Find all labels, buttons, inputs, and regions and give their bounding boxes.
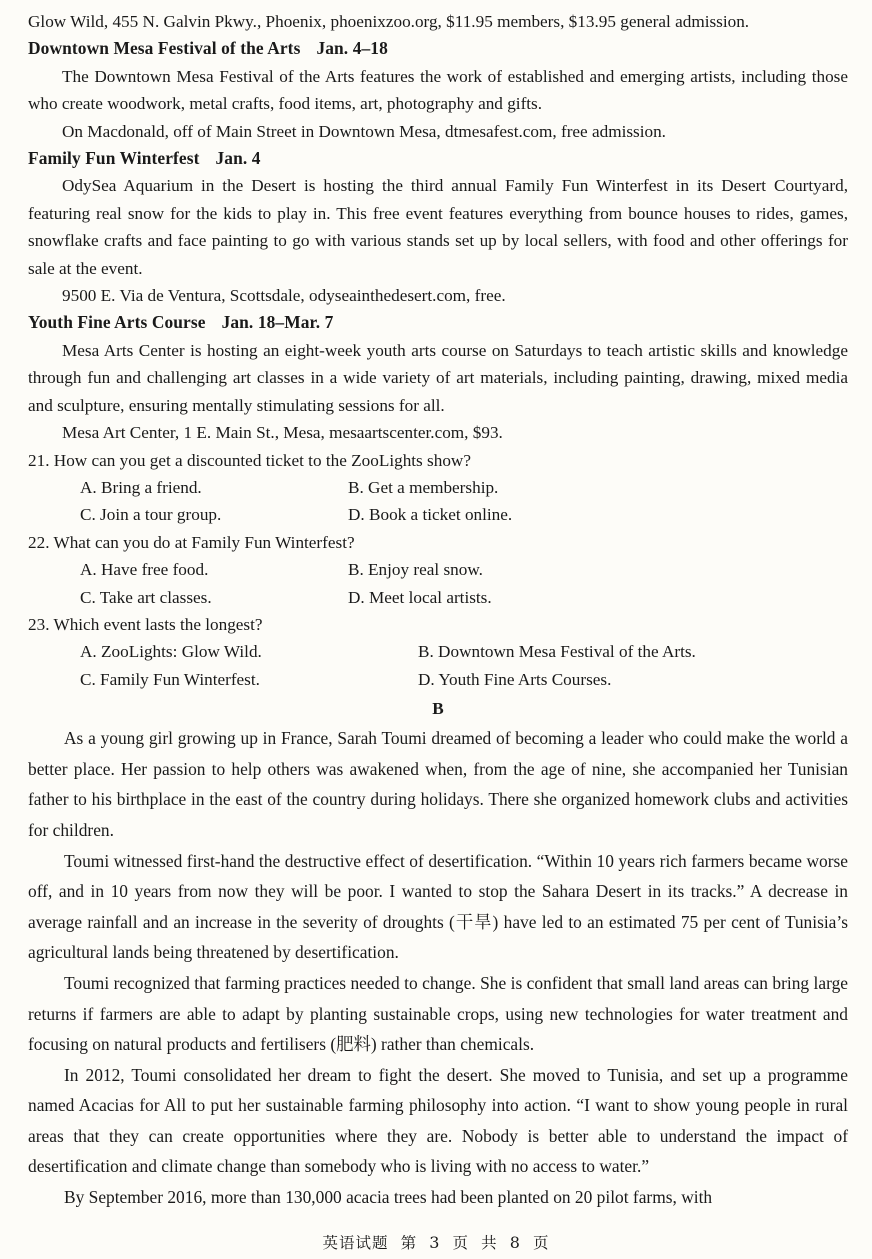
option-21-d[interactable]: D. Book a ticket online. (348, 505, 513, 525)
passage-paragraph-1: As a young girl growing up in France, Sarah Toumi dreamed of becoming a leader who could make the world a better place. Her passion to help others was awakened when, from the age of nine, she accompanied her Tunisian father to his birthplace in the east of the country during holidays. There she organized homework clubs and activities for children. (28, 728, 848, 840)
event-title: Family Fun Winterfest (28, 148, 200, 169)
passage-paragraph-5: By September 2016, more than 130,000 acacia trees had been planted on 20 pilot farms, with (64, 1187, 713, 1208)
question-options-22-row1 (28, 556, 848, 583)
page-content (28, 8, 848, 1213)
event-heading-2 (28, 145, 848, 172)
option-21-b[interactable]: B. Get a membership. (348, 477, 499, 497)
option-22-a[interactable]: A. Have free food. (80, 560, 209, 580)
passage-paragraph-4: In 2012, Toumi consolidated her dream to fight the desert. She moved to Tunisia, and set up a programme named Acacias for All to put her sustainable farming philosophy into action. “I want to show young people in rural areas that they can create opportunities where they are. Nobody is better able to understand the impact of desertification and climate change than somebody who is living with no access to water.” (28, 1064, 848, 1177)
option-23-c[interactable]: C. Family Fun Winterfest. (80, 669, 260, 689)
question-options-21-row1 (28, 474, 848, 501)
option-22-b[interactable]: B. Enjoy real snow. (348, 560, 483, 580)
event-heading-3 (28, 309, 848, 336)
event-heading-1 (28, 35, 848, 62)
option-23-b[interactable]: B. Downtown Mesa Festival of the Arts. (418, 642, 696, 662)
option-23-a[interactable]: A. ZooLights: Glow Wild. (80, 642, 262, 662)
question-options-23-row2 (28, 666, 848, 693)
footer-page-number: 3 (429, 1233, 441, 1252)
question-stem-23: 23. Which event lasts the longest? (28, 614, 263, 634)
footer-total-number: 8 (509, 1233, 521, 1252)
passage-paragraph-3: Toumi recognized that farming practices needed to change. She is confident that small land areas can bring large returns if farmers are able to adapt by planting sustainable crops, using new technologies for water treatment and focusing on natural products and fertilisers (肥料) rather than chemicals. (28, 972, 848, 1055)
top-venue-line: Glow Wild, 455 N. Galvin Pkwy., Phoenix, phoenixzoo.org, $11.95 members, $13.95 general admission. (28, 12, 750, 31)
option-23-d[interactable]: D. Youth Fine Arts Courses. (418, 669, 612, 689)
event-venue-3: Mesa Art Center, 1 E. Main St., Mesa, mesaartscenter.com, $93. (62, 423, 503, 443)
event-body-1: The Downtown Mesa Festival of the Arts features the work of established and emerging artists, including those who create woodwork, metal crafts, food items, art, photography and gifts. (28, 66, 848, 114)
question-options-23-row1 (28, 638, 848, 665)
question-stem-22: 22. What can you do at Family Fun Winterfest? (28, 532, 355, 552)
event-venue-1: On Macdonald, off of Main Street in Downtown Mesa, dtmesafest.com, free admission. (62, 121, 666, 141)
footer-subject: 英语试题 (322, 1234, 389, 1252)
event-body-2: OdySea Aquarium in the Desert is hosting the third annual Family Fun Winterfest in its Desert Courtyard, featuring real snow for the kids to play in. This free event features everything from bounce houses to rides, games, snowflake crafts and face painting to go with various stands set up by local sellers, with food and other offerings for sale at the event. (28, 176, 848, 278)
event-venue-2: 9500 E. Via de Ventura, Scottsdale, odyseainthedesert.com, free. (62, 286, 506, 306)
footer-page-unit: 页 (452, 1234, 469, 1252)
footer-total-unit: 页 (532, 1234, 550, 1252)
question-options-22-row2 (28, 584, 848, 611)
section-letter-b: B (432, 699, 444, 719)
option-22-d[interactable]: D. Meet local artists. (348, 587, 492, 607)
question-options-21-row2 (28, 501, 848, 528)
event-title: Downtown Mesa Festival of the Arts (28, 38, 301, 59)
footer-page-label: 第 (400, 1234, 418, 1252)
footer-total-label: 共 (481, 1234, 498, 1252)
passage-paragraph-2: Toumi witnessed first-hand the destructive effect of desertification. “Within 10 years rich farmers became worse off, and in 10 years from now they will be poor. I wanted to stop the Sahara Desert in its tracks.” A decrease in average rainfall and an increase in the severity of droughts (干旱) have led to an estimated 75 per cent of Tunisia’s agricultural lands being threatened by desertification. (28, 850, 848, 963)
event-title: Youth Fine Arts Course (28, 312, 206, 333)
event-body-3: Mesa Arts Center is hosting an eight-week youth arts course on Saturdays to teach artistic skills and knowledge through fun and challenging art classes in a wide variety of art materials, including painting, drawing, mixed media and sculpture, ensuring mentally stimulating sessions for all. (28, 340, 848, 415)
page-footer (0, 1231, 872, 1253)
question-stem-21: 21. How can you get a discounted ticket to the ZooLights show? (28, 450, 471, 470)
option-21-c[interactable]: C. Join a tour group. (80, 505, 222, 525)
event-date: Jan. 4 (215, 148, 261, 169)
event-date: Jan. 4–18 (316, 38, 388, 59)
option-21-a[interactable]: A. Bring a friend. (80, 477, 202, 497)
option-22-c[interactable]: C. Take art classes. (80, 587, 212, 607)
event-date: Jan. 18–Mar. 7 (221, 312, 334, 333)
